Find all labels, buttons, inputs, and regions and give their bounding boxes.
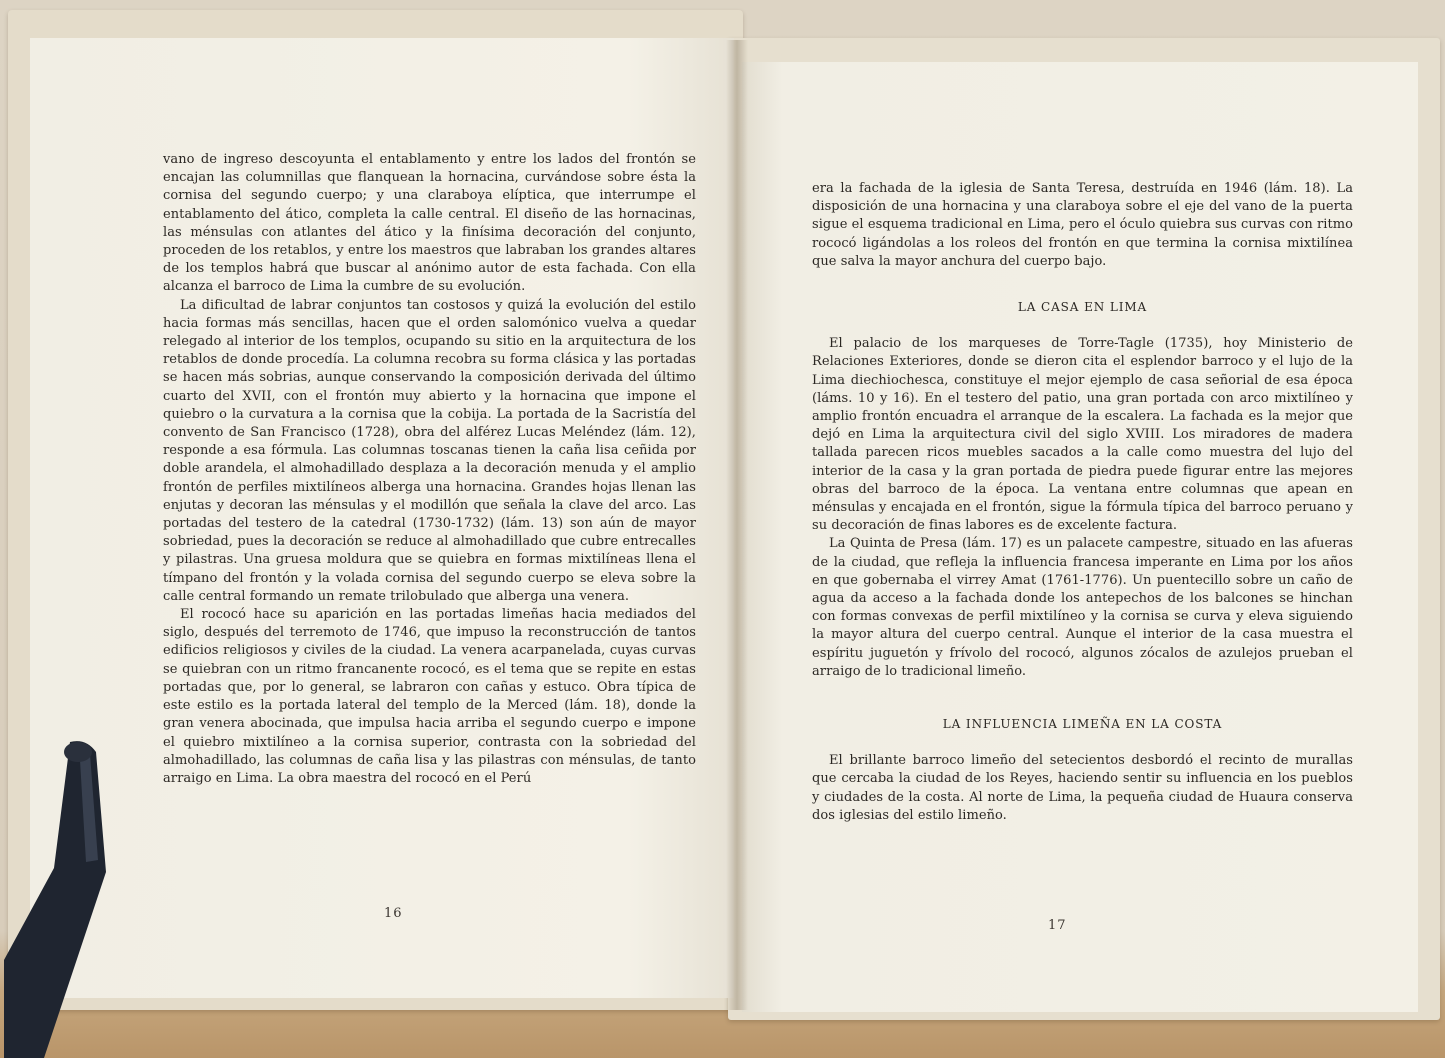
book-gutter [726,40,748,1010]
right-paragraph-casa-2: La Quinta de Presa (lám. 17) es un palacete campestre, situado en las afueras de la ciudad, que refleja la influencia francesa imperante en Lima por los años en que gobernaba el virrey Amat (1761-1776). Un puentecillo sobre un caño de agua da acceso a la fachada donde los antepechos de los balcones se hinchan con formas convexas de perfil mixtilíneo y la cornisa se curva y eleva siguiendo la mayor altura del cuerpo central. Aunque el interior de la casa muestra el espíritu juguetón y frívolo del rococó, algunos zócalos de azulejos prueban el arraigo de lo tradicional limeño. [812,536,1353,679]
right-paragraph-influencia: El brillante barroco limeño del setecientos desbordó el recinto de murallas que cercaba la ciudad de los Reyes, haciendo sentir su influencia en los pueblos y ciudades de la costa. Al norte de Lima, la pequeña ciudad de Huaura conserva dos iglesias del estilo limeño. [812,753,1353,823]
right-page-text [812,180,1353,825]
page-number-left: 16 [384,906,403,921]
right-paragraph-casa-1: El palacio de los marqueses de Torre-Tagle (1735), hoy Ministerio de Relaciones Exteriores, donde se dieron cita el esplendor barroco y el lujo de la Lima diechiochesca, constituye el mejor ejemplo de casa señorial de esa época (láms. 10 y 16). En el testero del patio, una gran portada con arco mixtilíneo y amplio frontón encuadra el arranque de la escalera. La fachada es la mejor que dejó en Lima la arquitectura civil del siglo XVIII. Los miradores de madera tallada parecen ricos muebles sacados a la calle como muestra del lujo del interior de la casa y la gran portada de piedra puede figurar entre las mejores obras del barroco de la época. La ventana entre columnas que apean en ménsulas y encajada en el frontón, sigue la fórmula típica del barroco peruano y su decoración de finas labores es de excelente factura. [812,336,1353,534]
left-paragraph-1: vano de ingreso descoyunta el entablamento y entre los lados del frontón se encajan las columnillas que flanquean la hornacina, curvándose sobre ésta la cornisa del segundo cuerpo; y una claraboya elíptica, que interrumpe el entablamento del ático, completa la calle central. El diseño de las hornacinas, las ménsulas con atlantes del ático y la finísima decoración del conjunto, proceden de los retablos, y entre los maestros que labraban los grandes altares de los templos habrá que buscar al anónimo autor de esta fachada. Con ella alcanza el barroco de Lima la cumbre de su evolución. [163,152,696,295]
section-heading-casa: LA CASA EN LIMA [1017,300,1148,315]
section-heading-influencia: LA INFLUENCIA LIMEÑA EN LA COSTA [942,717,1223,732]
left-page [30,38,734,998]
left-paragraph-3: El rococó hace su aparición en las portadas limeñas hacia mediados del siglo, después del terremoto de 1746, que impuso la reconstrucción de tantos edificios religiosos y civiles de la ciudad. La venera acarpanelada, cuyas curvas se quiebran con un ritmo francanente rococó, es el tema que se repite en estas portadas que, por lo general, se labraron con cañas y estuco. Obra típica de este estilo es la portada lateral del templo de la Merced (lám. 18), donde la gran venera abocinada, que impulsa hacia arriba el segundo cuerpo e impone el quiebro mixtilíneo a la cornisa superior, contrasta con la sobriedad del almohadillado, las columnas de caña lisa y las pilastras con ménsulas, de tanto arraigo en Lima. La obra maestra del rococó en el Perú [163,607,696,786]
left-paragraph-2: La dificultad de labrar conjuntos tan costosos y quizá la evolución del estilo hacia formas más sencillas, hacen que el orden salomónico vuelva a quedar relegado al interior de los templos, ocupando su sitio en la arquitectura de los retablos de donde procedía. La columna recobra su forma clásica y las portadas se hacen más sobrias, aunque conservando la composición derivada del último cuarto del XVII, con el frontón muy abierto y la hornacina que impone el quiebro o la curvatura a la cornisa que la cobija. La portada de la Sacristía del convento de San Francisco (1728), obra del alférez Lucas Meléndez (lám. 12), responde a esa fórmula. Las columnas toscanas tienen la caña lisa ceñida por doble arandela, el almohadillado desplaza a la decoración menuda y el amplio frontón de perfiles mixtilíneos alberga una hornacina. Grandes hojas llenan las enjutas y decoran las ménsulas y el modillón que señala la clave del arco. Las portadas del testero de la catedral (1730-1732) (lám. 13) son aún de mayor sobriedad, pues la decoración se reduce al almohadillado que cubre entrecalles y pilastras. Una gruesa moldura que se quiebra en formas mixtilíneas llena el tímpano del frontón y la volada cornisa del segundo cuerpo se eleva sobre la calle central formando un remate trilobulado que alberga una venera. [163,297,696,604]
left-page-text [163,151,696,788]
right-paragraph-top: era la fachada de la iglesia de Santa Teresa, destruída en 1946 (lám. 18). La disposición de una hornacina y una claraboya sobre el eje del vano de la puerta sigue el esquema tradicional en Lima, pero el óculo quiebra sus curvas con ritmo rococó ligándolas a los roleos del frontón en que termina la cornisa mixtilínea que salva la mayor anchura del cuerpo bajo. [812,181,1353,269]
right-page [742,62,1418,1012]
page-number-right: 17 [1048,918,1067,933]
